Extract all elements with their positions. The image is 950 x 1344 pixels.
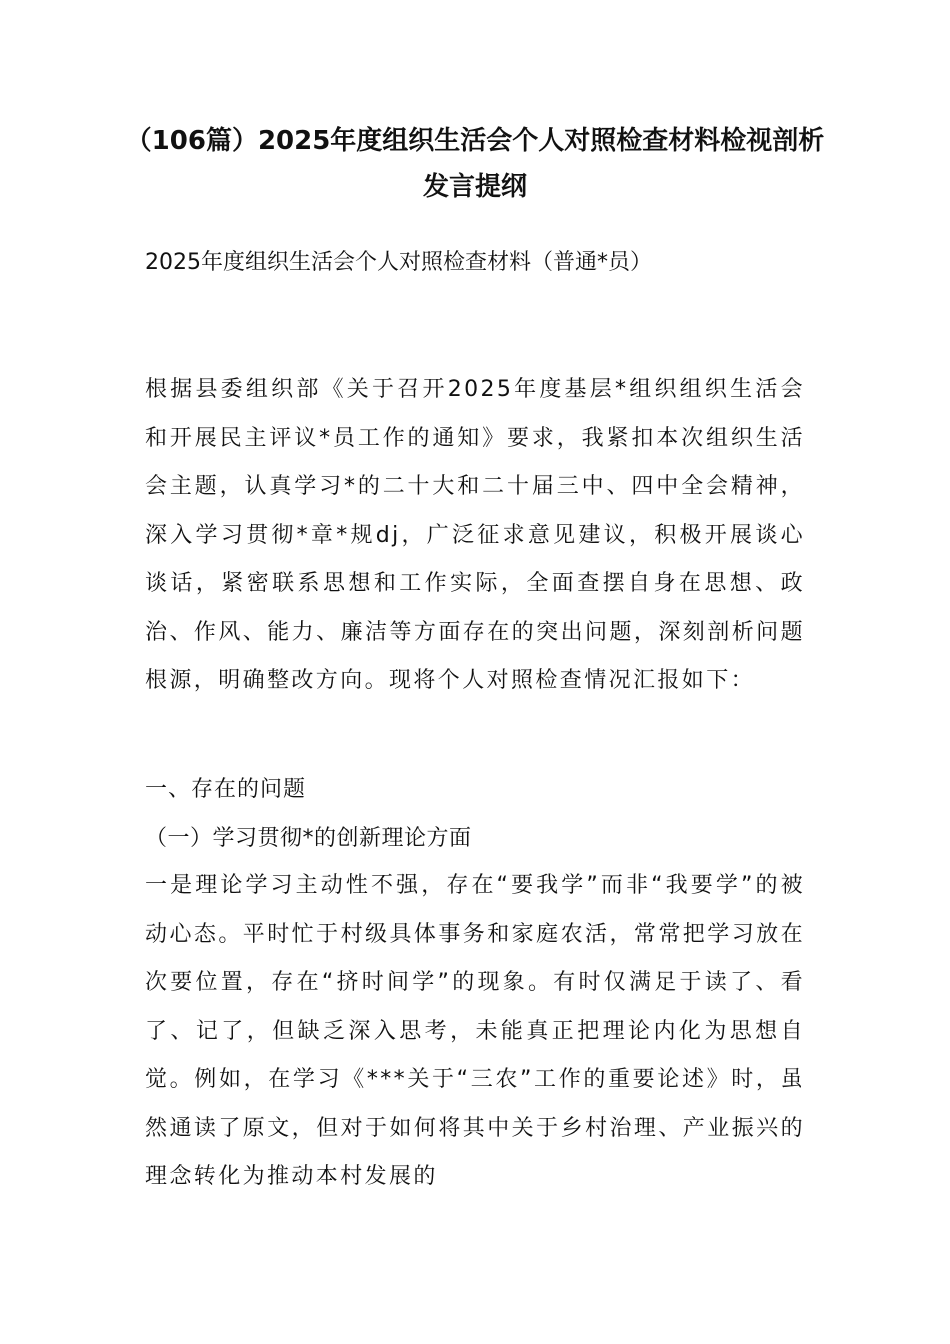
subsection-heading: （一）学习贯彻*的创新理论方面	[145, 826, 472, 851]
intro-paragraph: 根据县委组织部《关于召开2025年度基层*组织组织生活会和开展民主评议*员工作的通知》要求，我紧扣本次组织生活会主题，认真学习*的二十大和二十届三中、四中全会精神，深入学习贯彻*章*规dj，广泛征求意见建议，积极开展谈心谈话，紧密联系思想和工作实际，全面查摆自身在思想、政治、作风、能力、廉洁等方面存在的突出问题，深刻剖析问题根源，明确整改方向。现将个人对照检查情况汇报如下：	[145, 377, 805, 693]
document-title: （106篇）2025年度组织生活会个人对照检查材料检视剖析发言提纲	[125, 126, 825, 202]
document-subtitle: 2025年度组织生活会个人对照检查材料（普通*员）	[145, 250, 652, 275]
problem-paragraph: 一是理论学习主动性不强，存在“要我学”而非“我要学”的被动心态。平时忙于村级具体事务和家庭农活，常常把学习放在次要位置，存在“挤时间学”的现象。有时仅满足于读了、看了、记了，但缺乏深入思考，未能真正把理论内化为思想自觉。例如，在学习《***关于“三农”工作的重要论述》时，虽然通读了原文，但对于如何将其中关于乡村治理、产业振兴的理念转化为推动本村发展的	[145, 873, 805, 1189]
section-heading: 一、存在的问题	[145, 777, 307, 802]
